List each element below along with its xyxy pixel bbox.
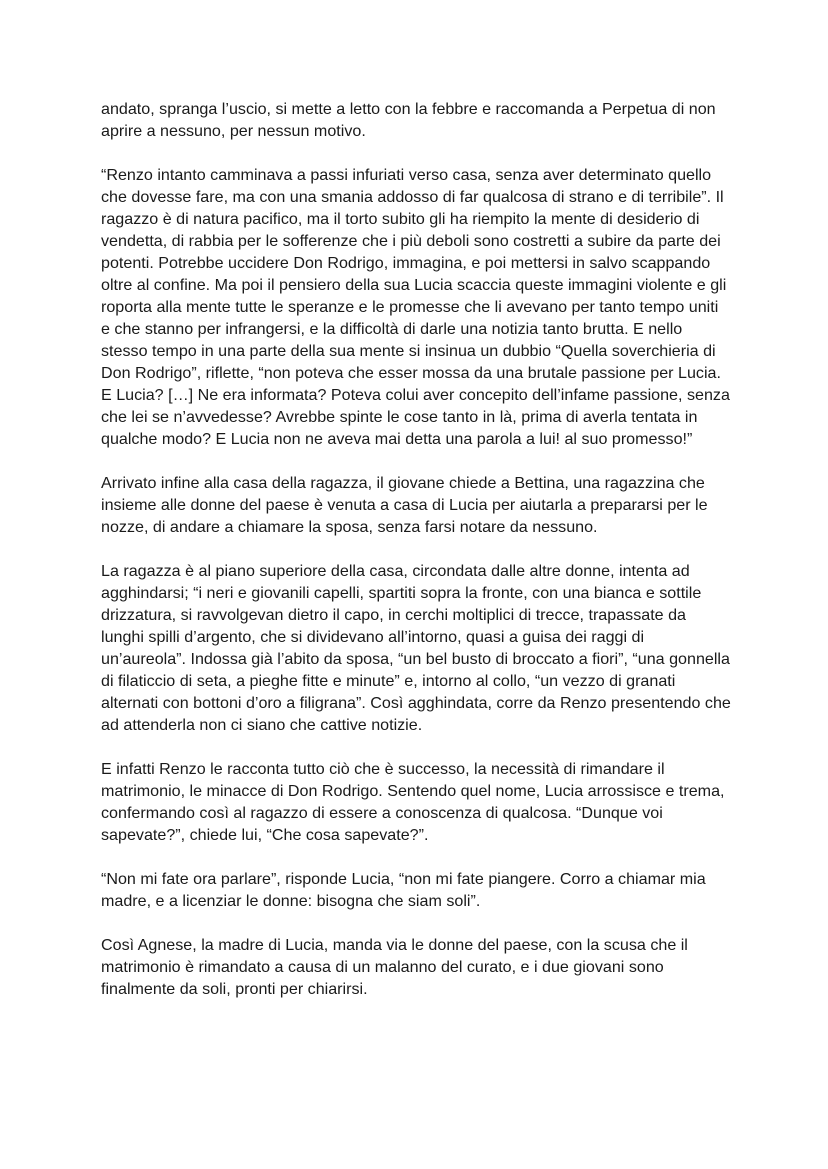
paragraph-2: “Renzo intanto camminava a passi infuriati verso casa, senza aver determinato quello che dovesse fare, ma con una smania addosso di far qualcosa di strano e di terribile”. Il ragazzo è di natura pacifico, ma il torto subito gli ha riempito la mente di desiderio di vendetta, di rabbia per le sofferenze che i più deboli sono costretti a subire da parte dei potenti. Potrebbe uccidere Don Rodrigo, immagina, e poi mettersi in salvo scappando oltre al confine. Ma poi il pensiero della sua Lucia scaccia queste immagini violente e gli roporta alla mente tutte le speranze e le promesse che li avevano per tanto tempo uniti e che stanno per infrangersi, e la difficoltà di darle una notizia tanto brutta. E nello stesso tempo in una parte della sua mente si insinua un dubbio “Quella soverchieria di Don Rodrigo”, riflette, “non poteva che esser mossa da una brutale passione per Lucia. E Lucia? […] Ne era informata? Poteva colui aver concepito dell’infame passione, senza che lei se n’avvedesse? Avrebbe spinte le cose tanto in là, prima di averla tentata in qualche modo? E Lucia non ne aveva mai detta una parola a lui! al suo promesso!” (101, 166, 730, 448)
paragraph-7: Così Agnese, la madre di Lucia, manda via le donne del paese, con la scusa che il matrimonio è rimandato a causa di un malanno del curato, e i due giovani sono finalmente da soli, pronti per chiarirsi. (101, 936, 688, 998)
paragraph-3: Arrivato infine alla casa della ragazza, il giovane chiede a Bettina, una ragazzina che insieme alle donne del paese è venuta a casa di Lucia per aiutarla a prepararsi per le nozze, di andare a chiamare la sposa, senza farsi notare da nessuno. (101, 474, 708, 536)
paragraph-1: andato, spranga l’uscio, si mette a letto con la febbre e raccomanda a Perpetua di non aprire a nessuno, per nessun motivo. (101, 100, 716, 140)
paragraph-5: E infatti Renzo le racconta tutto ciò che è successo, la necessità di rimandare il matrimonio, le minacce di Don Rodrigo. Sentendo quel nome, Lucia arrossisce e trema, confermando così al ragazzo di essere a conoscenza di qualcosa. “Dunque voi sapevate?”, chiede lui, “Che cosa sapevate?”. (101, 760, 725, 844)
paragraph-6: “Non mi fate ora parlare”, risponde Lucia, “non mi fate piangere. Corro a chiamar mia madre, e a licenziar le donne: bisogna che siam soli”. (101, 870, 706, 910)
body-text (101, 98, 731, 1022)
paragraph-4: La ragazza è al piano superiore della casa, circondata dalle altre donne, intenta ad agghindarsi; “i neri e giovanili capelli, spartiti sopra la fronte, con una bianca e sottile drizzatura, si ravvolgevan dietro il capo, in cerchi moltiplici di trecce, trapassate da lunghi spilli d’argento, che si dividevano all’intorno, quasi a guisa dei raggi di un’aureola”. Indossa già l’abito da sposa, “un bel busto di broccato a fiori”, “una gonnella di filaticcio di seta, a pieghe fitte e minute” e, intorno al collo, “un vezzo di granati alternati con bottoni d’oro a filigrana”. Così agghindata, corre da Renzo presentendo che ad attenderla non ci siano che cattive notizie. (101, 562, 731, 734)
